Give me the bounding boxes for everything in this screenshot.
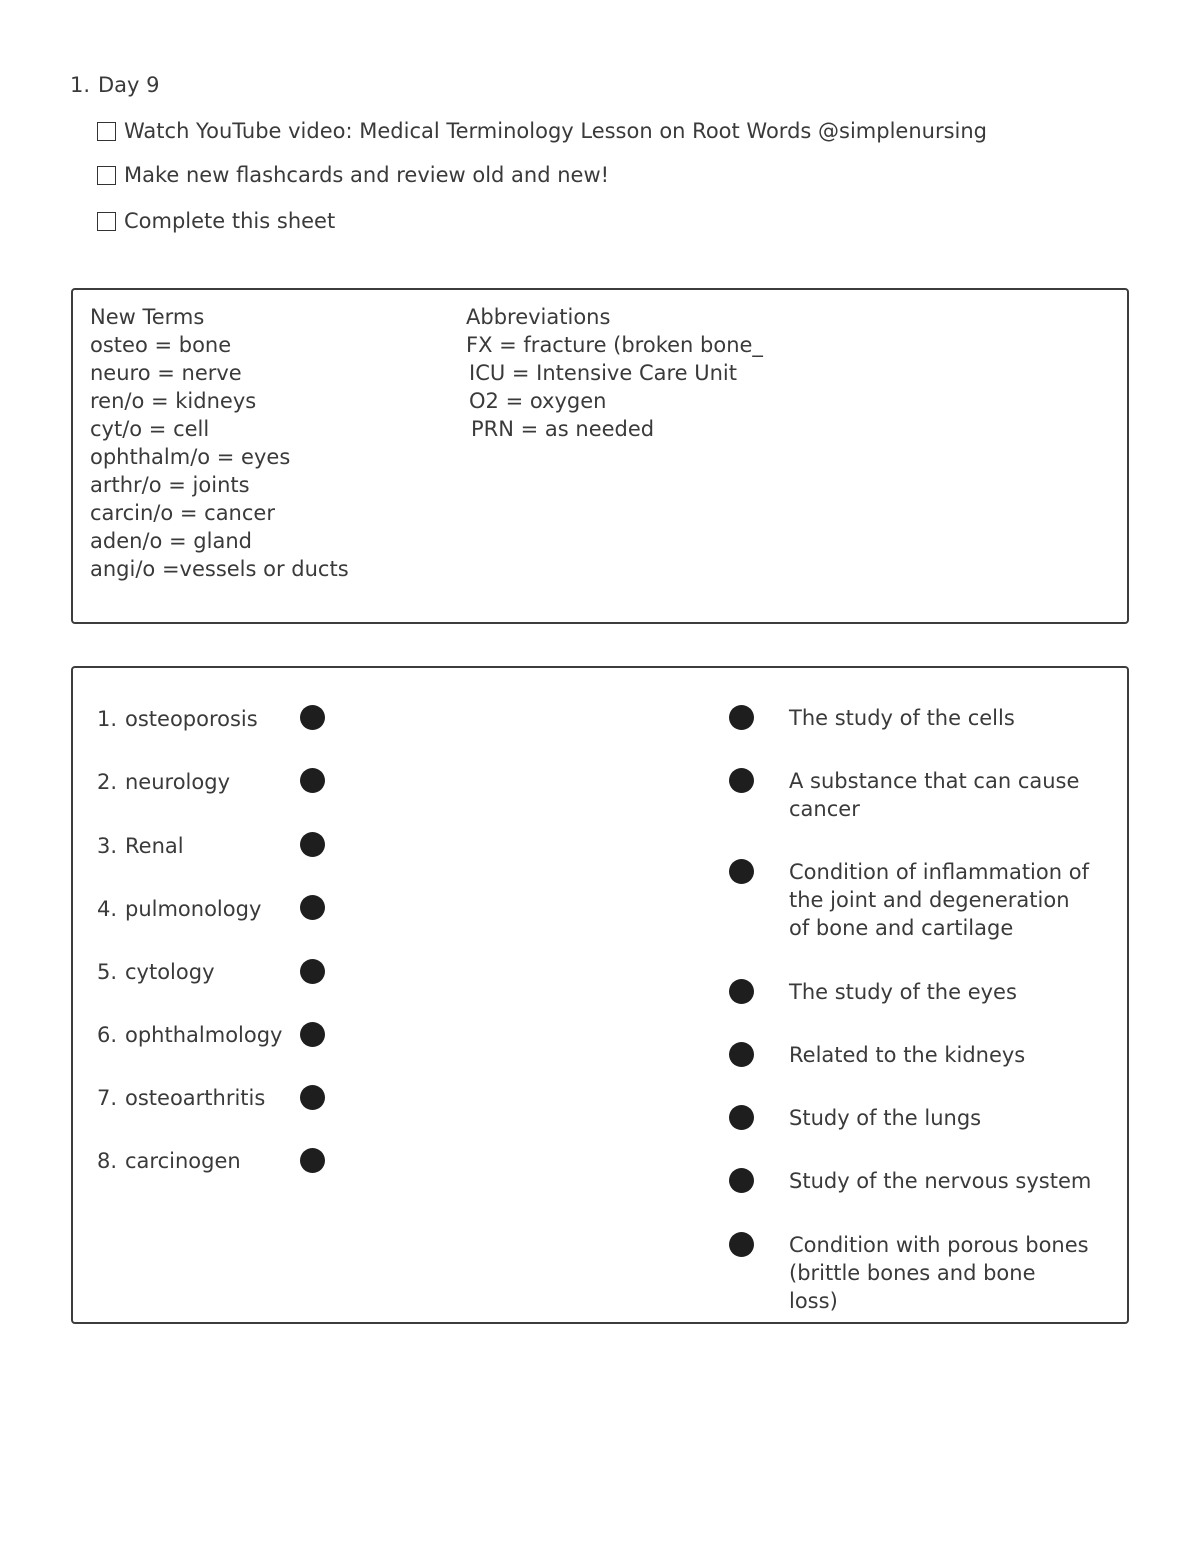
task-item [97, 163, 609, 187]
match-word [97, 1023, 282, 1047]
term-line: osteo = bone [90, 333, 232, 357]
match-word-number: 3. [97, 834, 118, 858]
terms-box [71, 288, 1129, 624]
term-line: cyt/o = cell [90, 417, 210, 441]
term-line: aden/o = gland [90, 529, 252, 553]
task-item [97, 209, 335, 233]
task-label: Complete this sheet [124, 209, 336, 233]
new-terms-heading: New Terms [90, 305, 205, 329]
match-word [97, 707, 258, 731]
match-definition: The study of the eyes [789, 980, 1017, 1004]
task-label: Watch YouTube video: Medical Terminology Lesson on Root Words @simplenursing [124, 119, 987, 143]
task-item [97, 119, 987, 143]
match-dot-right[interactable] [729, 979, 754, 1004]
term-line: neuro = nerve [90, 361, 242, 385]
match-dot-left[interactable] [300, 768, 325, 793]
match-word-text: Renal [125, 834, 184, 858]
match-word [97, 960, 215, 984]
match-word-text: neurology [125, 770, 230, 794]
match-definition: Study of the nervous system [789, 1169, 1092, 1193]
match-dot-right[interactable] [729, 768, 754, 793]
match-dot-left[interactable] [300, 1022, 325, 1047]
match-dot-right[interactable] [729, 1232, 754, 1257]
match-dot-right[interactable] [729, 705, 754, 730]
matching-box [71, 666, 1129, 1324]
match-word-number: 5. [97, 960, 118, 984]
match-word-text: osteoarthritis [125, 1086, 266, 1110]
match-dot-left[interactable] [300, 832, 325, 857]
day-title: Day 9 [98, 73, 160, 97]
abbreviation-line: PRN = as needed [471, 417, 655, 441]
match-word-number: 1. [97, 707, 118, 731]
abbreviation-line: FX = fracture (broken bone_ [466, 333, 763, 357]
match-word-number: 6. [97, 1023, 118, 1047]
match-word-text: carcinogen [125, 1149, 241, 1173]
match-definition: Condition of inflammation of the joint and degeneration of bone and cartilage [789, 860, 1089, 940]
task-checkbox[interactable] [97, 212, 116, 231]
match-word-text: osteoporosis [125, 707, 258, 731]
match-dot-left[interactable] [300, 895, 325, 920]
day-heading [70, 73, 160, 97]
match-definition: Study of the lungs [789, 1106, 982, 1130]
abbreviation-line: O2 = oxygen [469, 389, 607, 413]
match-dot-left[interactable] [300, 1148, 325, 1173]
match-dot-right[interactable] [729, 1168, 754, 1193]
match-dot-left[interactable] [300, 705, 325, 730]
match-word [97, 1149, 241, 1173]
term-line: ren/o = kidneys [90, 389, 257, 413]
task-label: Make new flashcards and review old and new! [124, 163, 610, 187]
match-dot-right[interactable] [729, 859, 754, 884]
match-definition: A substance that can cause cancer [789, 769, 1080, 821]
match-dot-right[interactable] [729, 1042, 754, 1067]
new-terms-column [90, 303, 349, 583]
term-line: carcin/o = cancer [90, 501, 275, 525]
match-word [97, 1086, 265, 1110]
match-word-text: pulmonology [125, 897, 262, 921]
match-dot-left[interactable] [300, 1085, 325, 1110]
abbreviation-line: ICU = Intensive Care Unit [469, 361, 737, 385]
match-definition: Condition with porous bones (brittle bones and bone loss) [789, 1233, 1089, 1313]
term-line: arthr/o = joints [90, 473, 250, 497]
task-checkbox[interactable] [97, 122, 116, 141]
day-number: 1. [70, 73, 91, 97]
match-word [97, 897, 261, 921]
task-checkbox[interactable] [97, 166, 116, 185]
match-definition: Related to the kidneys [789, 1043, 1026, 1067]
abbreviations-heading: Abbreviations [466, 305, 611, 329]
match-word-text: ophthalmology [125, 1023, 283, 1047]
term-line: ophthalm/o = eyes [90, 445, 291, 469]
match-word-number: 8. [97, 1149, 118, 1173]
match-word [97, 770, 230, 794]
match-word-text: cytology [125, 960, 215, 984]
match-dot-right[interactable] [729, 1105, 754, 1130]
term-line: angi/o =vessels or ducts [90, 557, 349, 581]
match-word-number: 7. [97, 1086, 118, 1110]
match-word-number: 2. [97, 770, 118, 794]
match-word [97, 834, 184, 858]
abbreviations-column [466, 303, 763, 443]
match-definition: The study of the cells [789, 706, 1015, 730]
match-dot-left[interactable] [300, 959, 325, 984]
match-word-number: 4. [97, 897, 118, 921]
